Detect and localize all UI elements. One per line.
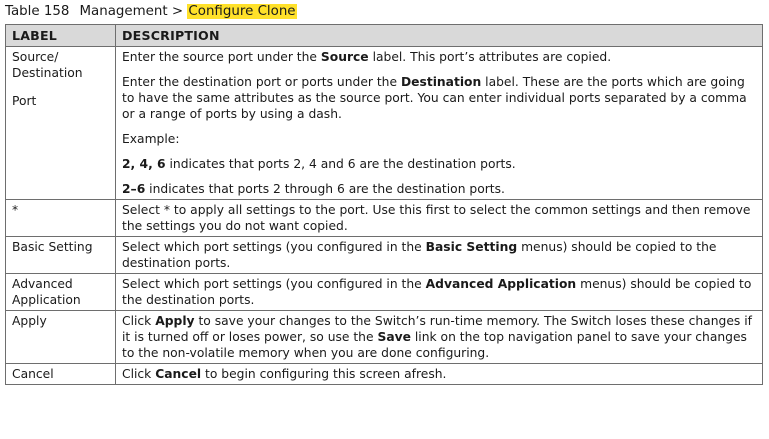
row-description: Select * to apply all settings to the port. Use this first to select the common settings and then remove the settings you do not want copied. [116,200,763,237]
caption-prefix: Management > [79,4,184,19]
row-description: Click Cancel to begin configuring this screen afresh. [116,364,763,385]
table-row [6,237,763,274]
table-row [6,274,763,311]
row-description: Select which port settings (you configured in the Basic Setting menus) should be copied to the destination ports. [116,237,763,274]
field-description-table [5,24,763,385]
row-label: Basic Setting [6,237,116,274]
description-paragraph: Example: [122,132,180,146]
description-paragraph: 2, 4, 6 indicates that ports 2, 4 and 6 are the destination ports. [122,157,516,171]
caption-highlight: Configure Clone [188,4,296,19]
row-label [6,274,116,311]
label-line: Source/ [12,50,59,64]
row-description: Select which port settings (you configured in the Advanced Application menus) should be copied to the destination ports. [116,274,763,311]
label-line: Port [12,94,37,108]
description-paragraph: Enter the destination port or ports under the Destination label. These are the ports which are going to have the same attributes as the source port. You can enter individual ports separated by a comma or a range of ports by using a dash. [122,75,747,121]
row-label: Apply [6,311,116,364]
table-row [6,47,763,200]
table-number: Table 158 [5,4,70,19]
description-paragraph: Enter the source port under the Source label. This port’s attributes are copied. [122,50,612,64]
description-paragraph: 2–6 indicates that ports 2 through 6 are the destination ports. [122,182,505,196]
header-description: DESCRIPTION [116,25,763,47]
label-line: Advanced [12,277,73,291]
table-row [6,364,763,385]
table-caption [5,3,297,21]
row-description: Click Apply to save your changes to the Switch’s run-time memory. The Switch loses these changes if it is turned off or loses power, so use the Save link on the top navigation panel to save your changes to the non-volatile memory when you are done configuring. [116,311,763,364]
row-label [6,47,116,200]
table-header-row [6,25,763,47]
table-row [6,311,763,364]
row-label: Cancel [6,364,116,385]
row-label: * [6,200,116,237]
table-row [6,200,763,237]
row-description [116,47,763,200]
label-line: Application [12,293,81,307]
header-label: LABEL [6,25,116,47]
label-line: Destination [12,66,83,80]
